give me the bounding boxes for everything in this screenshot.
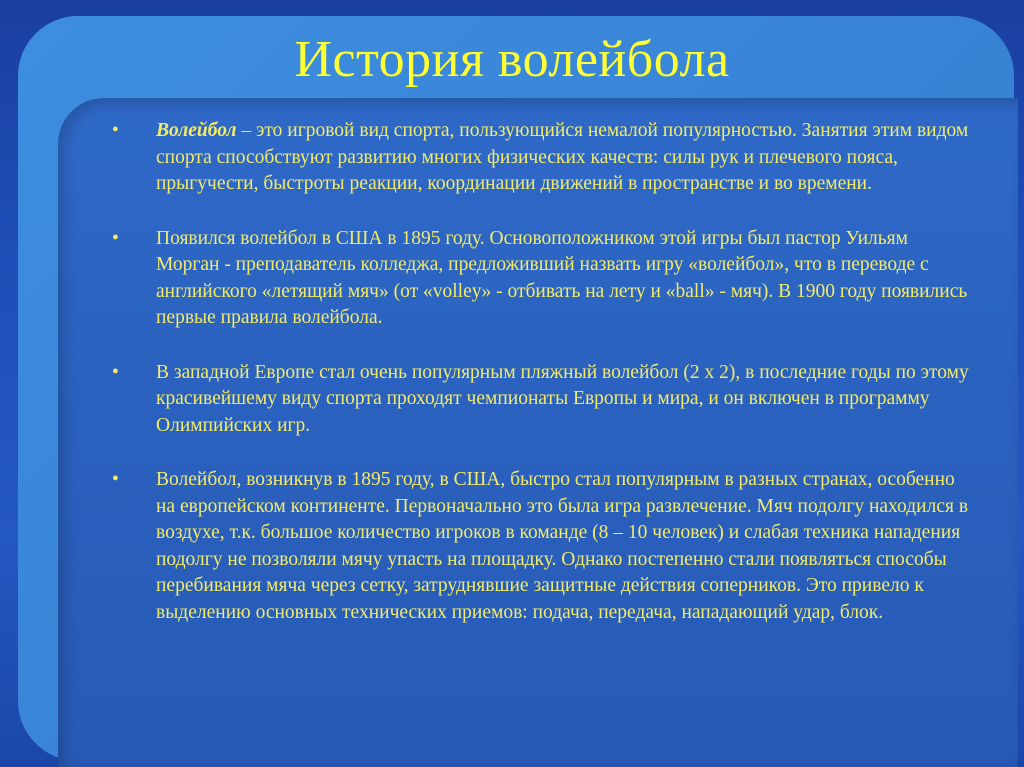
bullet-text: Появился волейбол в США в 1895 году. Основоположником этой игры был пастор Уильям Морган - преподаватель колледжа, предложивший назвать игру «волейбол», что в переводе с английского «летящий мяч» (от «volley» - отбивать на лету и «ball» - мяч). В 1900 году появились первые правила волейбола. [156, 227, 968, 328]
bullet-item [110, 467, 970, 626]
bullet-term: Волейбол [156, 120, 237, 141]
bullet-item [110, 118, 970, 198]
slide-title: История волейбола [294, 31, 730, 88]
bullet-marker: • [112, 120, 119, 141]
bullet-item [110, 226, 970, 332]
bullet-marker: • [112, 469, 119, 490]
bullet-marker: • [112, 227, 119, 249]
bullet-list [110, 118, 970, 654]
bullet-item [110, 360, 970, 440]
bullet-text: Волейбол, возникнув в 1895 году, в США, быстро стал популярным в разных странах, особенно на европейском континенте. Первоначально это была игра развлечение. Мяч подолгу находился в воздухе, т.к. большое количество игроков в команде (8 – 10 человек) и слабая техника нападения подолгу не позволяли мячу упасть на площадку. Однако постепенно стали появляться способы перебивания мяча через сетку, затруднявшие защитные действия соперников. Это привело к выделению основных технических приемов: подача, передача, нападающий удар, блок. [156, 469, 969, 623]
bullet-text: В западной Европе стал очень популярным пляжный волейбол (2 х 2), в последние годы по этому красивейшему виду спорта проходят чемпионаты Европы и мира, и он включен в программу Олимпийских игр. [156, 361, 969, 436]
bullet-text: – это игровой вид спорта, пользующийся немалой популярностью. Занятия этим видом спорта способствуют развитию многих физических качеств: силы рук и плечевого пояса, прыгучести, быстроты реакции, координации движений в пространстве и во времени. [156, 120, 969, 194]
bullet-marker: • [112, 361, 119, 383]
